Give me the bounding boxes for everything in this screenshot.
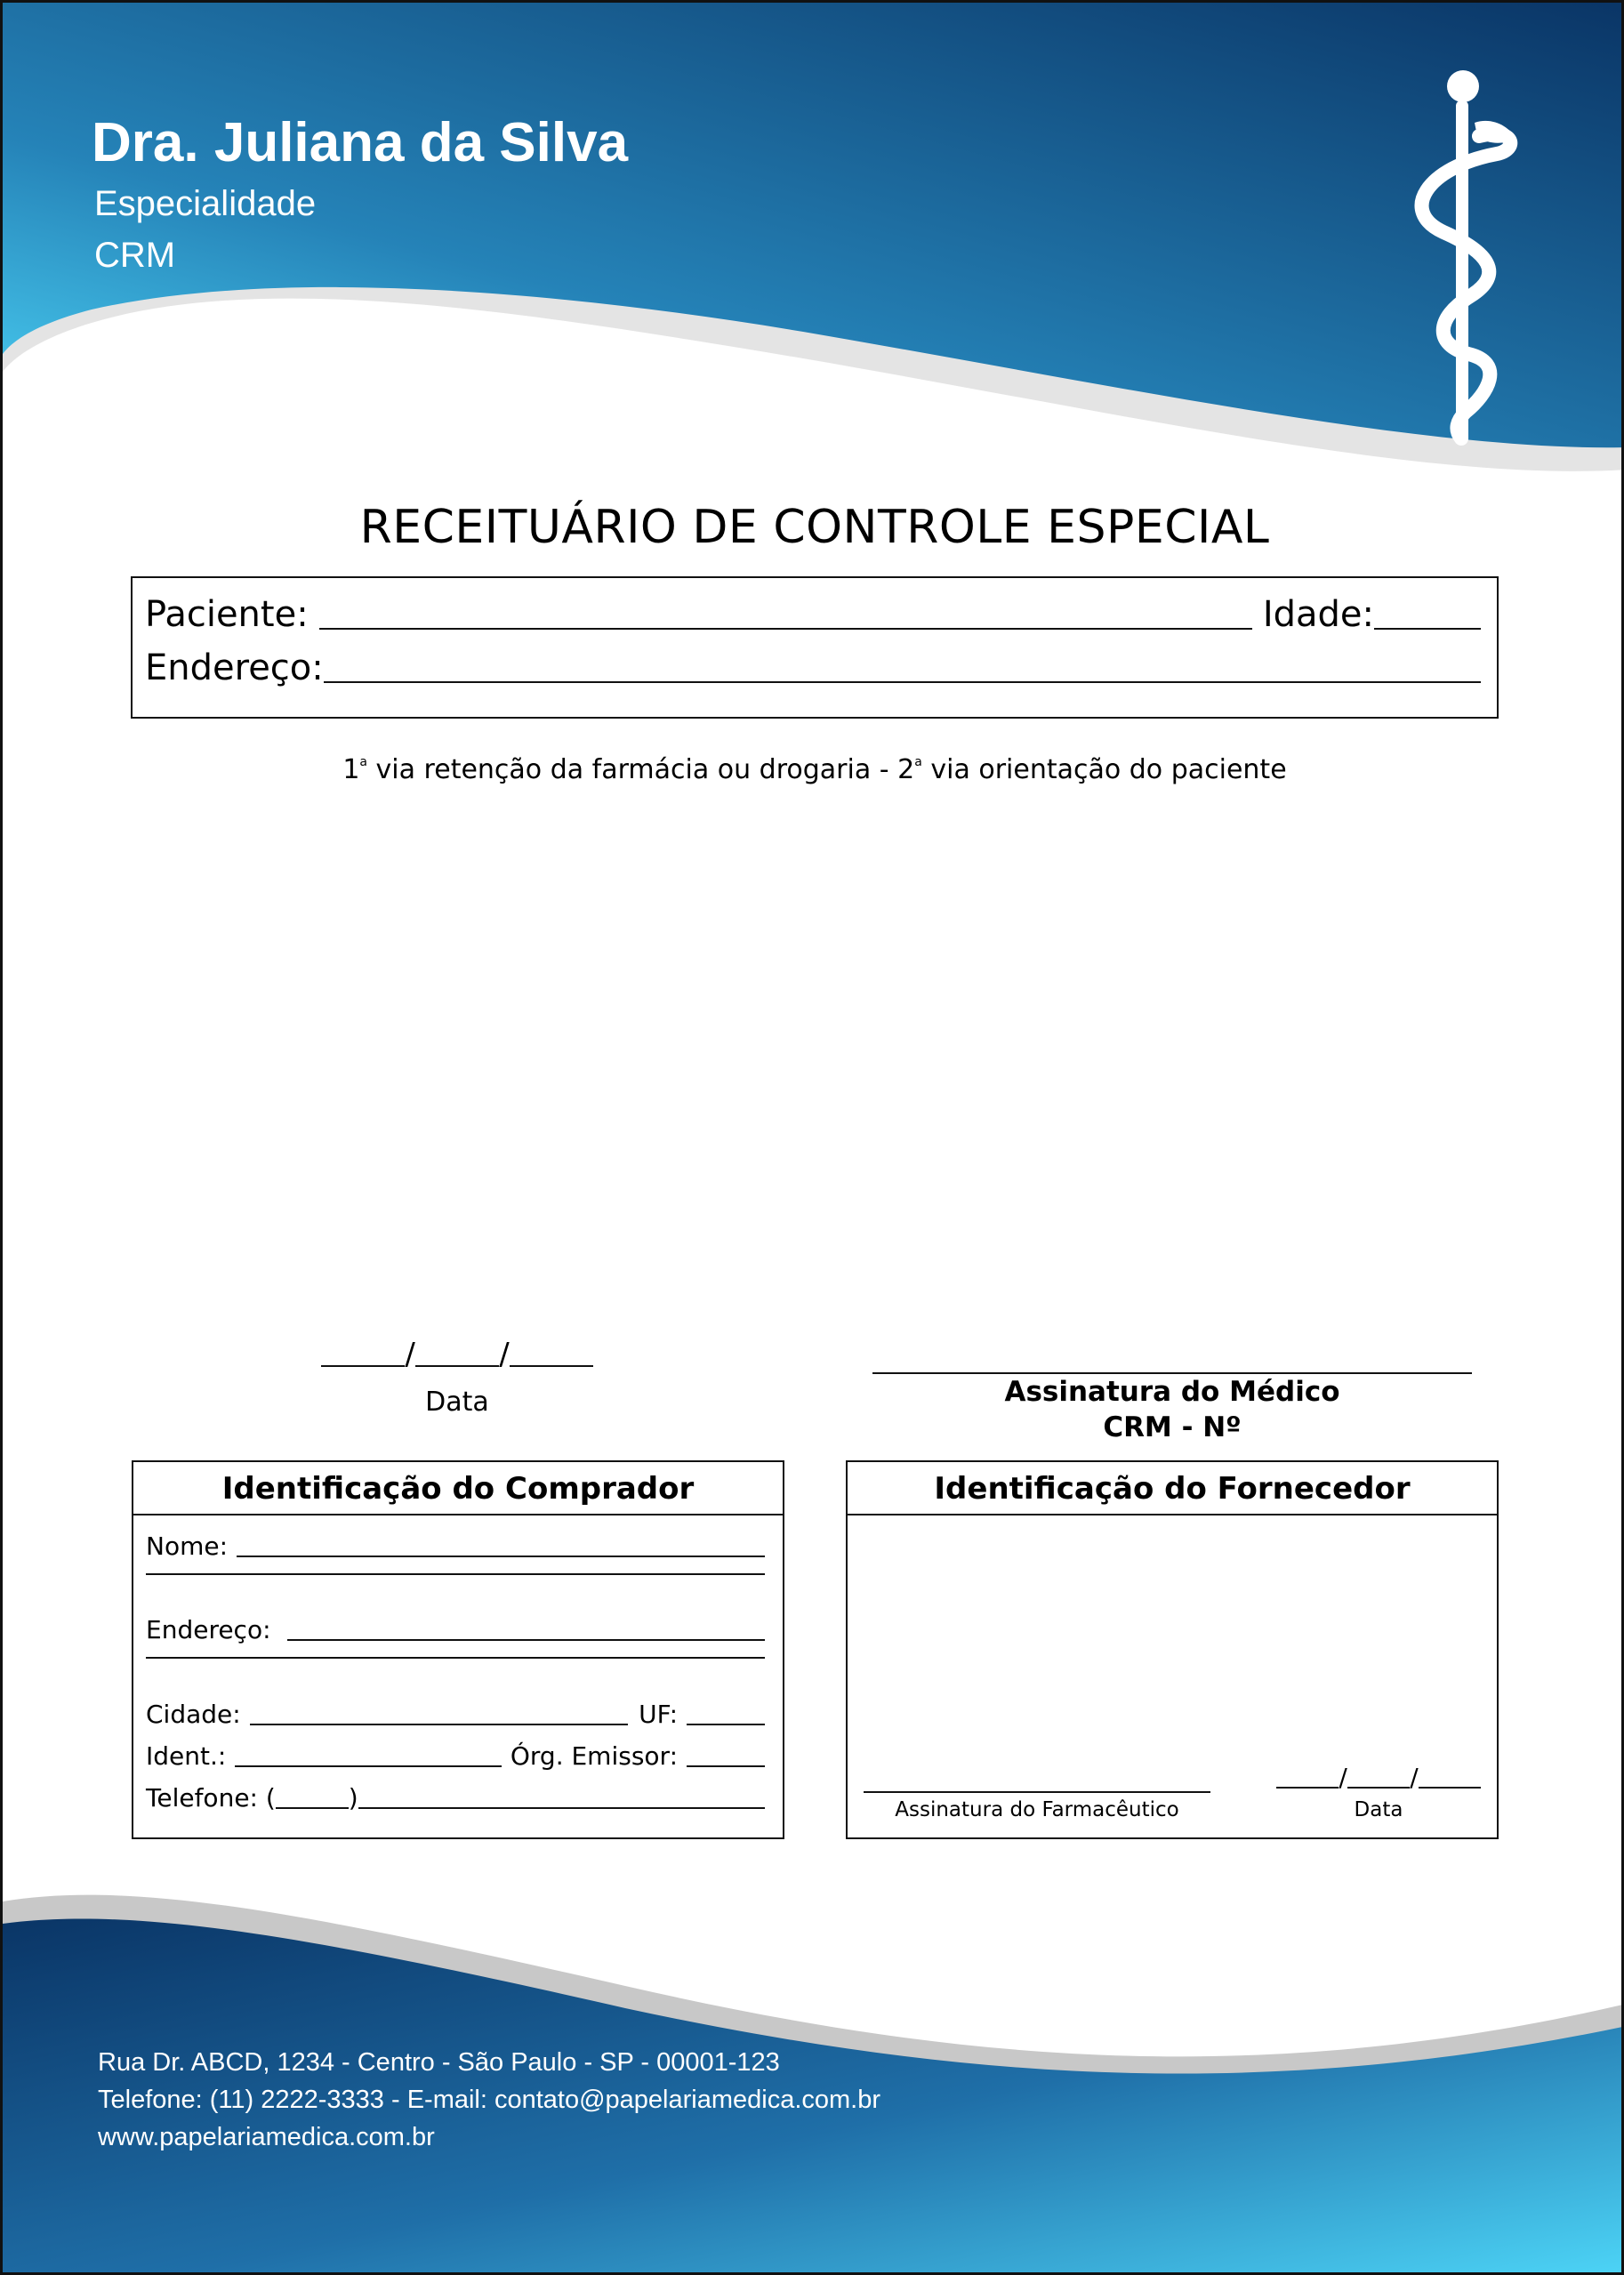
footer-website: www.papelariamedica.com.br — [98, 2123, 435, 2151]
doctor-crm: CRM — [94, 236, 176, 275]
supplier-title: Identificação do Fornecedor — [848, 1462, 1497, 1515]
buyer-address-label: Endereço: — [146, 1615, 271, 1644]
buyer-title: Identificação do Comprador — [133, 1462, 783, 1515]
prescription-date-field[interactable] — [321, 1337, 593, 1372]
via-first-number: 1 — [342, 754, 360, 785]
buyer-name-row-2 — [146, 1573, 765, 1579]
footer-contact: Telefone: (11) 2222-3333 - E-mail: contato@papelariamedica.com.br — [98, 2086, 881, 2114]
buyer-ident-label: Ident.: — [146, 1741, 227, 1771]
patient-box — [131, 576, 1499, 719]
buyer-ident-row — [146, 1741, 765, 1771]
supplier-date-separator: / — [1339, 1763, 1347, 1792]
buyer-phone-area-field[interactable] — [276, 1807, 349, 1809]
buyer-uf-field[interactable] — [687, 1724, 765, 1725]
buyer-phone-close: ) — [348, 1783, 358, 1813]
buyer-uf-label: UF: — [639, 1700, 678, 1729]
crm-number-label: CRM - Nº — [1103, 1411, 1242, 1443]
supplier-date-label: Data — [1354, 1798, 1403, 1821]
supplier-identification-box — [846, 1460, 1499, 1839]
date-year-field[interactable] — [510, 1365, 593, 1367]
via-first-ordinal: a — [359, 755, 368, 769]
buyer-name-label: Nome: — [146, 1531, 229, 1561]
buyer-issuer-field[interactable] — [687, 1765, 765, 1767]
buyer-address-field-2[interactable] — [146, 1657, 765, 1659]
date-separator: / — [499, 1337, 510, 1372]
buyer-city-field[interactable] — [250, 1724, 628, 1725]
date-separator: / — [405, 1337, 415, 1372]
supplier-date-month-field[interactable] — [1347, 1787, 1410, 1789]
supplier-date-day-field[interactable] — [1276, 1787, 1339, 1789]
patient-field[interactable] — [319, 628, 1252, 630]
buyer-city-label: Cidade: — [146, 1700, 241, 1729]
address-field[interactable] — [324, 681, 1481, 683]
header-wave — [3, 3, 1624, 447]
doctor-signature-line[interactable] — [872, 1372, 1472, 1374]
buyer-phone-field[interactable] — [358, 1807, 765, 1809]
buyer-address-field[interactable] — [287, 1639, 765, 1641]
buyer-name-field[interactable] — [237, 1556, 765, 1557]
pharmacist-signature-label: Assinatura do Farmacêutico — [895, 1798, 1179, 1821]
buyer-address-row-2 — [146, 1657, 765, 1662]
buyer-issuer-label: Órg. Emissor: — [510, 1741, 678, 1771]
via-second-text: via orientação do paciente — [921, 754, 1287, 785]
background-graphics — [3, 3, 1624, 2275]
supplier-date-field[interactable] — [1276, 1763, 1481, 1792]
buyer-phone-label: Telefone: ( — [146, 1783, 276, 1813]
date-day-field[interactable] — [321, 1365, 405, 1367]
supplier-date-year-field[interactable] — [1419, 1787, 1481, 1789]
via-first-text: via retenção da farmácia ou drogaria - — [367, 754, 898, 785]
date-label: Data — [425, 1387, 489, 1418]
via-second-ordinal: a — [914, 755, 922, 769]
buyer-ident-field[interactable] — [235, 1765, 502, 1767]
pharmacist-signature-line[interactable] — [864, 1791, 1210, 1793]
via-note — [3, 754, 1624, 785]
buyer-city-row — [146, 1700, 765, 1729]
buyer-identification-box — [132, 1460, 784, 1839]
buyer-address-row — [146, 1615, 765, 1644]
patient-label: Paciente: — [145, 594, 309, 635]
date-month-field[interactable] — [415, 1365, 499, 1367]
age-label: Idade: — [1262, 594, 1374, 635]
buyer-name-row — [146, 1531, 765, 1561]
doctor-name: Dra. Juliana da Silva — [92, 112, 629, 173]
doctor-specialty: Especialidade — [94, 184, 317, 223]
buyer-phone-row — [146, 1783, 765, 1813]
buyer-name-field-2[interactable] — [146, 1573, 765, 1575]
doctor-signature-label: Assinatura do Médico — [1004, 1376, 1340, 1408]
address-label: Endereço: — [145, 647, 324, 688]
footer-address: Rua Dr. ABCD, 1234 - Centro - São Paulo - SP - 00001-123 — [98, 2048, 780, 2077]
age-field[interactable] — [1374, 628, 1481, 630]
supplier-date-separator: / — [1410, 1763, 1419, 1792]
patient-row — [145, 594, 1481, 635]
address-row — [145, 647, 1481, 688]
form-title: RECEITUÁRIO DE CONTROLE ESPECIAL — [359, 501, 1270, 554]
via-second-number: 2 — [897, 754, 915, 785]
